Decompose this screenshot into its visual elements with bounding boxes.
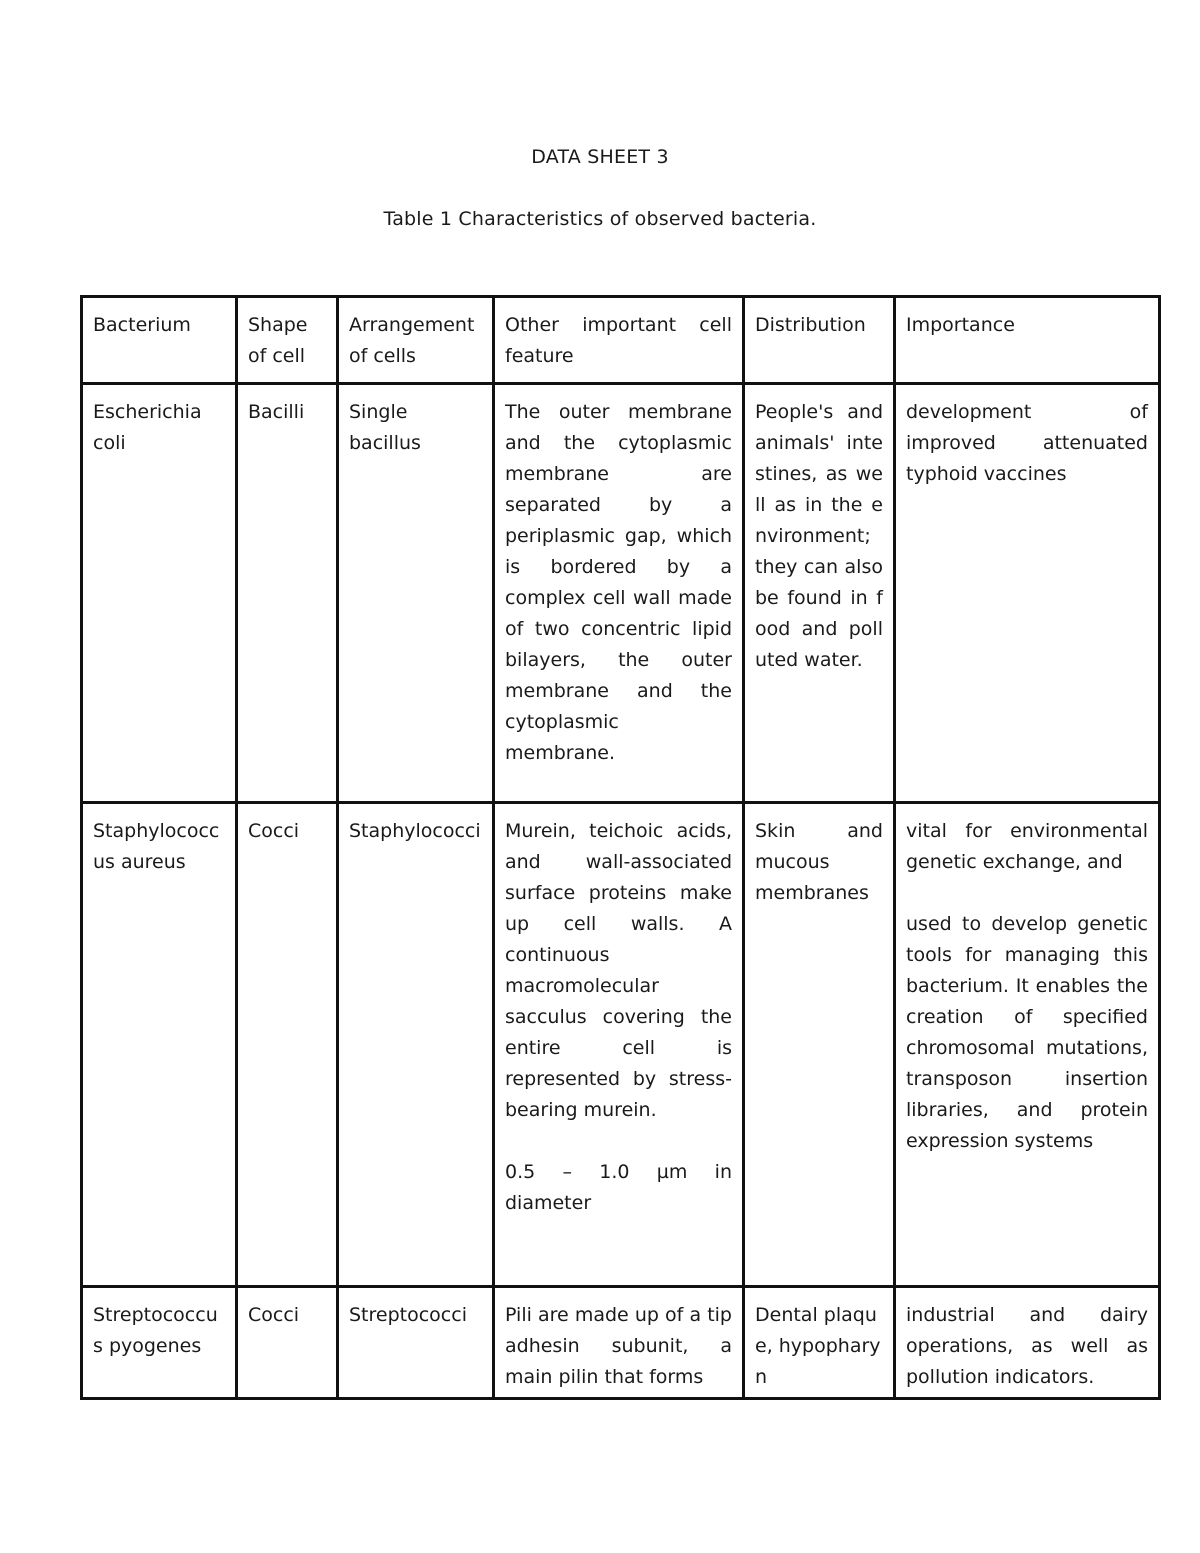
cell-feature	[494, 384, 744, 803]
page-title: DATA SHEET 3	[531, 146, 669, 168]
header-cell-distribution: Distribution	[744, 297, 895, 384]
table-caption: Table 1 Characteristics of observed bacteria.	[383, 208, 817, 230]
table-row	[82, 384, 1160, 803]
cell-importance	[895, 803, 1160, 1287]
cell-feature	[494, 803, 744, 1287]
cell-importance	[895, 384, 1160, 803]
cell-importance-paragraph: used to develop genetic tools for managing this bacterium. It enables the creation of specified chromosomal mutations, transposon insertion libraries, and protein expression systems	[906, 913, 1148, 1152]
cell-shape: Bacilli	[237, 384, 338, 803]
paragraph-gap	[505, 1126, 732, 1157]
cell-feature-paragraph: The outer membrane and the cytoplasmic membrane are separated by a periplasmic gap, which is bordered by a complex cell wall made of two concentric lipid bilayers, the outer membrane and the cytoplasmic membrane.	[505, 401, 732, 764]
header-cell-shape: Shape of cell	[237, 297, 338, 384]
cell-feature-paragraph: 0.5 – 1.0 µm in diameter	[505, 1161, 732, 1214]
cell-bacterium: Staphylococcus aureus	[82, 803, 237, 1287]
cell-importance	[895, 1287, 1160, 1399]
header-cell-feature: Other important cell feature	[494, 297, 744, 384]
cell-distribution: Skin and mucous membranes	[744, 803, 895, 1287]
cell-importance-paragraph: development of improved attenuated typhoid vaccines	[906, 401, 1148, 485]
cell-arrangement: Streptococci	[338, 1287, 494, 1399]
table-header-row	[82, 297, 1160, 384]
table-row	[82, 803, 1160, 1287]
cell-distribution: Dental plaque, hypopharyn	[744, 1287, 895, 1399]
cell-arrangement: Single bacillus	[338, 384, 494, 803]
cell-bacterium: Escherichia coli	[82, 384, 237, 803]
cell-importance-paragraph: vital for environmental genetic exchange, and	[906, 820, 1148, 873]
bacteria-characteristics-table	[80, 295, 1161, 1400]
cell-shape: Cocci	[237, 803, 338, 1287]
header-cell-bacterium: Bacterium	[82, 297, 237, 384]
header-cell-importance: Importance	[895, 297, 1160, 384]
header-cell-arrangement: Arrangement of cells	[338, 297, 494, 384]
cell-feature-paragraph: Murein, teichoic acids, and wall-associated surface proteins make up cell walls. A continuous macromolecular sacculus covering the entire cell is represented by stress-bearing murein.	[505, 820, 732, 1121]
cell-distribution: People's and animals' intestines, as well as in the environment; they can also be found in food and polluted water.	[744, 384, 895, 803]
cell-importance-paragraph: industrial and dairy operations, as well as pollution indicators.	[906, 1304, 1148, 1388]
cell-feature-paragraph: Pili are made up of a tip adhesin subunit, a main pilin that forms	[505, 1304, 732, 1388]
table-row	[82, 1287, 1160, 1399]
cell-feature	[494, 1287, 744, 1399]
cell-shape: Cocci	[237, 1287, 338, 1399]
cell-arrangement: Staphylococci	[338, 803, 494, 1287]
paragraph-gap	[906, 878, 1148, 909]
cell-bacterium: Streptococcus pyogenes	[82, 1287, 237, 1399]
